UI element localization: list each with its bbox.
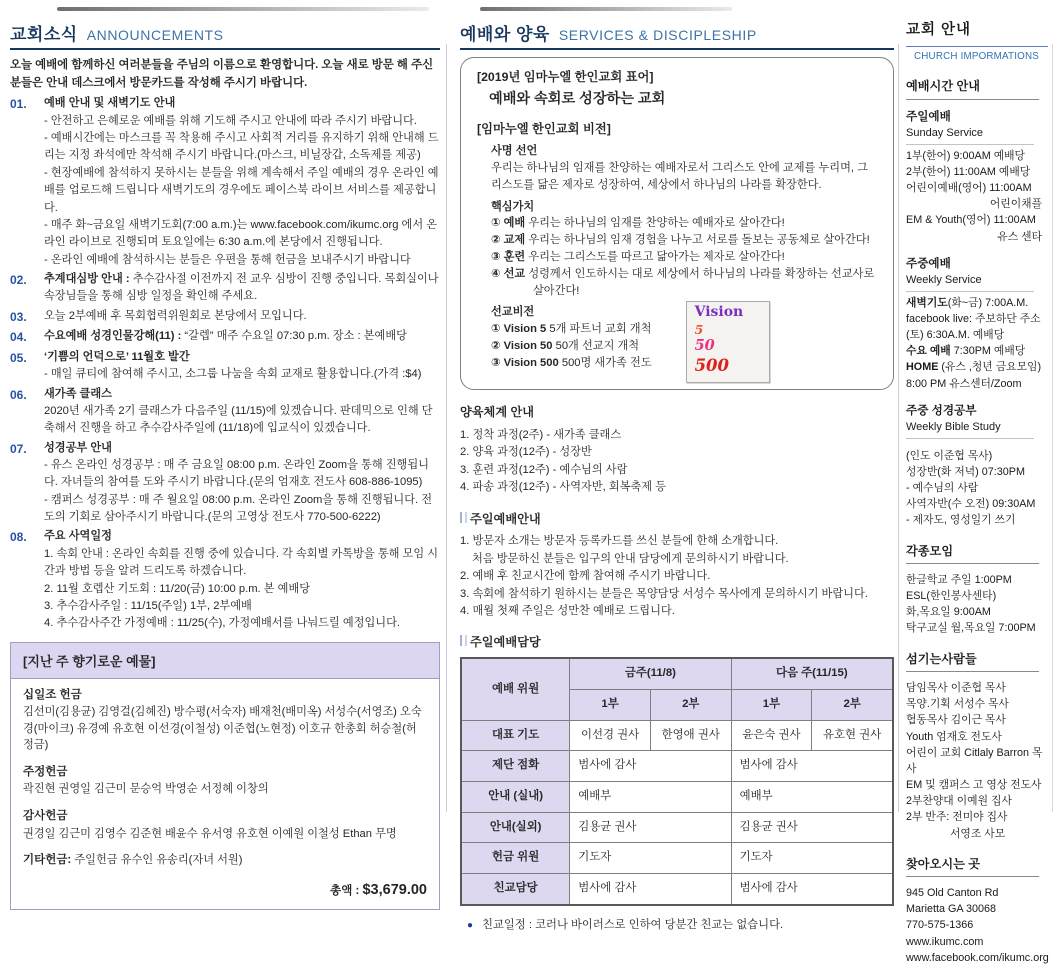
vision-graphic: Vision 5 50 500 <box>686 301 770 383</box>
column-divider-1 <box>446 44 447 812</box>
announcement-item-04: 04. 수요예배 성경인물강해(11) : “갈렙” 매주 수요일 07:30 p.m. 장소 : 본예배당 <box>10 328 440 347</box>
core-value-2: ② 교제 우리는 하나님의 임재 경험을 나누고 서로를 돌보는 공동체로 살아간다! <box>491 234 870 247</box>
duty-section <box>460 633 894 934</box>
info-title: 교회 안내 <box>906 20 1048 47</box>
bullet-icon <box>460 919 482 931</box>
services-column <box>460 20 894 934</box>
meetings-group: 한글학교 주일 1:00PM ESL(한인봉사센타) 화,목요일 9:00AM 탁구교실 월,목요일 7:00PM <box>906 573 1036 635</box>
core-value-4: ④ 선교 성령께서 인도하시는 대로 세상에서 하나님의 나라를 확장하는 선교사로 <box>491 267 875 280</box>
table-row: 친교담당 범사에 감사 범사에 감사 <box>461 873 893 904</box>
announcement-item-02: 02. 추계대심방 안내 : 추수감사절 이전까지 전 교우 심방이 진행 중입니다. 목회실이나 속장님들을 통해 심방 일정을 확인해 주세요. <box>10 271 440 306</box>
services-title-ko: 예배와 양육 <box>460 25 550 44</box>
section-bar-icon <box>460 512 467 523</box>
vision-tag: [임마누엘 한인교회 비전] <box>477 121 611 136</box>
decorative-bar-mid <box>480 7 732 11</box>
motto-tag: [2019년 임마누엘 한인교회 표어] <box>477 70 654 84</box>
address-line: 945 Old Canton Rd <box>906 887 999 900</box>
item-number: 02. <box>10 272 27 287</box>
weekly-offering: 주정헌금 곽진현 권영일 김근미 문승억 박영순 서정혜 이창의 <box>23 766 269 796</box>
core-value-1: ① 예배 우리는 하나님의 임재를 찬양하는 예배자로 살아간다! <box>491 217 785 230</box>
announcement-item-07: 07. 성경공부 안내 - 유스 온라인 성경공부 : 매 주 금요일 08:00 p.m. 온라인 Zoom을 통해 진행됩니다. 자녀들의 참여를 도와 주시기 바랍니다.(문의 엄재호 전도사 608-886-1095) - 캠퍼스 성경공부 : 매 주 월요일 08:00 p.m. 온라인 Zoom을 통해 진행됩니다. 전도의 기회로 삼아주시기 바랍니다.(문의 고영상 전도사 770-500-6222) <box>10 440 440 527</box>
duty-heading: 주일예배담당 <box>470 635 541 650</box>
item-number: 06. <box>10 387 27 402</box>
welcome-text: 오늘 예배에 함께하신 여러분들을 주님의 이름으로 환영합니다. 오늘 새로 방문 해 주신 분들은 안내 데스크에서 방문카드를 작성해 주시기 바랍니다. <box>10 59 434 89</box>
core-value-3: ③ 훈련 우리는 그리스도를 따르고 닮아가는 제자로 살아간다! <box>491 250 785 263</box>
announcements-column <box>10 20 440 910</box>
sunday-guide-section: 주일예배안내 1. 방문자 소개는 방문자 등록카드를 쓰신 분들에 한해 소개합니다. 처음 방문하신 분들은 입구의 안내 담당에게 문의하시기 바랍니다. 2. 예배 후 친교시간에 함께 참여해 주시기 바랍니다. 3. 속회에 참석하기 원하시는 분들은 목양담당 서성수 목사에게 문의하시기 바랍니다. 4. 매월 첫째 주일은 성만찬 예배로 드립니다. <box>460 511 868 617</box>
item-number: 04. <box>10 330 27 345</box>
table-row: 헌금 위원 기도자 기도자 <box>461 843 893 874</box>
announcement-item-05: 05. ‘기쁨의 언덕으로’ 11월호 발간 - 매일 큐티에 참여해 주시고, 소그룹 나눔을 속회 교재로 활용합니다.(가격 :$4) <box>10 349 440 384</box>
offering-total: 총액 : $3,679.00 <box>330 881 427 898</box>
item-number: 01. <box>10 97 27 112</box>
address-line: Marietta GA 30068 <box>906 903 997 916</box>
info-subtitle: CHURCH IMPORMATIONS <box>914 50 1039 62</box>
services-title-en: SERVICES & DISCIPLESHIP <box>558 27 757 43</box>
location-group <box>906 885 1048 966</box>
announcements-title-ko: 교회소식 <box>10 25 78 44</box>
servants-group: 담임목사 이준협 목사 목양.기획 서성수 목사 협동목사 김이근 목사 Youth 엄재호 전도사 어린이 교회 Citlaly Barron 목사 EM 및 캠퍼스 고 영상 전도사 2부찬양대 이예원 집사 2부 반주: 전미야 집사 서영조 사모 <box>906 681 1043 840</box>
item-title: 예배 안내 및 새벽기도 안내 <box>44 97 176 110</box>
section-bar-icon <box>460 635 467 646</box>
announcement-item-03: 03. 오늘 2부예배 후 목회협력위원회로 본당에서 모입니다. <box>10 308 440 327</box>
etc-offering: 기타헌금: 주일헌금 유수인 유송리(자녀 서원) <box>23 854 243 867</box>
vision-50: ② Vision 50 50개 선교지 개척 <box>491 339 640 352</box>
offering-box-title: [지난 주 향기로운 예물] <box>11 643 439 679</box>
motto-vision-box <box>460 57 894 390</box>
column-divider-3 <box>1052 44 1053 812</box>
announcement-item-08: 08. 주요 사역일정 1. 속회 안내 : 온라인 속회를 진행 중에 있습니다. 각 속회별 카톡방을 통해 모임 시간과 방법 등을 알려 드리도록 하겠습니다. 2. 11월 호렙산 기도회 : 11/20(금) 10:00 p.m. 본 예배당 3. 추수감사주일 : 11/15(주일) 1부, 2부예배 4. 추수감사주간 가정예배 : 11/25(수), 가정예배서를 나눠드릴 예정입니다. <box>10 528 440 632</box>
mission-vision-label: 선교비전 <box>491 306 535 319</box>
table-row: 안내 (실내) 예배부 예배부 <box>461 781 893 812</box>
announcements-header <box>10 20 440 50</box>
servants-heading: 섬기는사람들 <box>906 650 1039 672</box>
col-header-week2: 다음 주(11/15) <box>731 658 893 689</box>
weekly-service-group: 주중예배 Weekly Service 새벽기도(화~금) 7:00A.M. facebook live: 주보하단 주소 (토) 6:30A.M. 예배당 수요 예배 7:30PM 예배당 HOME (유스 ,청년 금요모임) 8:00 PM 유스센터/Zoom <box>906 256 1042 390</box>
item-number: 03. <box>10 309 27 324</box>
column-divider-2 <box>898 44 899 812</box>
col-header-week1: 금주(11/8) <box>570 658 731 689</box>
mission-label: 사명 선언 <box>491 145 538 158</box>
item-number: 05. <box>10 350 27 365</box>
nurture-section: 양육체계 안내 1. 정착 과정(2주) - 새가족 클래스 2. 양육 과정(12주) - 성장반 3. 훈련 과정(12주) - 예수님의 사람 4. 파송 과정(12주) - 사역자반, 회복축제 등 <box>460 403 894 496</box>
worship-duty-table: 예배 위원 금주(11/8) 다음 주(11/15) 1부 2부 1부 2부 대표 기도 이선경 권사 한영애 권사 윤은숙 권사 유호현 권사 제단 점화 범사에 감사 범사에 감사 안내 (실내) 예배부 예배부 안내(실외) 김용균 권사 김용균 권사 헌금 위원 기도자 기도자 친교담당 범사에 감사 범사에 감사 <box>460 657 894 905</box>
fellowship-note: ● 친교일정 : 코러나 바이러스로 인하여 당분간 친교는 없습니다. <box>460 917 894 935</box>
mission-statement: 우리는 하나님의 임재를 찬양하는 예배자로서 그리스도 안에 교제를 누리며, 그리스도를 닮은 제자로 성장하여, 세상에서 하나님의 나라를 확장한다. <box>491 161 868 191</box>
meetings-heading: 각종모임 <box>906 542 1039 564</box>
church-motto: 예배와 속회로 성장하는 교회 <box>489 91 666 108</box>
sunday-service-group: 주일예배 Sunday Service 1부(한어) 9:00AM 예배당 2부(한어) 11:00AM 예배당 어린이예배(영어) 11:00AM 어린이채플 EM & Youth(영어) 11:00AM 유스 센타 <box>906 109 1042 243</box>
nurture-heading: 양육체계 안내 <box>460 405 535 420</box>
sunday-guide-heading: 주일예배안내 <box>470 511 541 526</box>
core-values-label: 핵심가치 <box>491 200 535 213</box>
table-row: 제단 점화 범사에 감사 범사에 감사 <box>461 751 893 782</box>
table-row: 대표 기도 이선경 권사 한영애 권사 윤은숙 권사 유호현 권사 <box>461 720 893 751</box>
offering-box <box>10 642 440 911</box>
tithe-offering: 십일조 헌금 김선미(김용균) 김영걸(김혜진) 방수평(서숙자) 배재천(배미옥) 서성수(서영조) 오숙경(마이크) 유경예 유호현 이선경(이철성) 이준협(노현정) 이호규 한총회 허승철(허정금) <box>23 688 422 752</box>
decorative-bar-left <box>57 7 429 11</box>
vision-500: ③ Vision 500 500명 새가족 전도 <box>491 356 652 369</box>
core-value-4-cont: 살아간다! <box>533 284 580 297</box>
bible-study-group: 주중 성경공부 Weekly Bible Study (인도 이준협 목사) 성장반(화 저녁) 07:30PM - 예수님의 사람 사역자반(수 오전) 09:30AM - 제자도, 영성일기 쓰기 <box>906 403 1036 527</box>
service-times-heading: 예배시간 안내 <box>906 77 1039 99</box>
item-number: 07. <box>10 441 27 456</box>
announcements-title-en: ANNOUNCEMENTS <box>86 27 224 43</box>
announcement-item-01: 01. 예배 안내 및 새벽기도 안내 - 안전하고 은혜로운 예배를 위해 기도해 주시고 안내에 따라 주시기 바랍니다. - 예배시간에는 마스크를 꼭 착용해 주시고 사회적 거리를 유지하기 위해 안내해 드리는 지정 좌석에만 착석해 주시기 바랍니다.(마스크, 비닐장갑, 소독제를 제공) - 현장예배에 참석하지 못하시는 분들을 위해 계속해서 주일 예배의 경우 온라인 예배를 업로드해 드립니다 새벽기도의 경우에도 페이스북 라이브 서비스를 제공합니다. - 매주 화~금요일 새벽기도회(7:00 a.m.)는 www.facebook.com/ikumc.org 에서 온라인 라이브로 진행되며 토요일에는 6:30 a.m.에 본당에서 진행됩니다. - 온라인 예배에 참석하시는 분들은 우편을 통해 헌금을 보내주시기 바랍니다 <box>10 95 440 269</box>
services-header <box>460 20 894 50</box>
website-url: www.ikumc.com <box>906 935 984 948</box>
col-header-committee: 예배 위원 <box>461 658 570 720</box>
announcement-item-06: 06. 새가족 클래스 2020년 새가족 2기 클래스가 다음주일 (11/15)에 있겠습니다. 판데믹으로 인해 단축해서 진행을 하고 추수감사주일에 (11/18)에 입교식이 있겠습니다. <box>10 386 440 438</box>
location-heading: 찾아오시는 곳 <box>906 855 1039 877</box>
thanks-offering: 감사헌금 권경일 김근미 김영수 김준현 배윤수 유서영 유호현 이예원 이철성 Ethan 무명 <box>23 810 397 840</box>
table-row: 안내(실외) 김용균 권사 김용균 권사 <box>461 812 893 843</box>
vision-5: ① Vision 5 5개 파트너 교회 개척 <box>491 323 652 336</box>
facebook-url: www.facebook.com/ikumc.org <box>906 951 1049 964</box>
item-number: 08. <box>10 530 27 545</box>
church-info-column <box>906 20 1048 976</box>
phone-number: 770-575-1366 <box>906 919 974 932</box>
